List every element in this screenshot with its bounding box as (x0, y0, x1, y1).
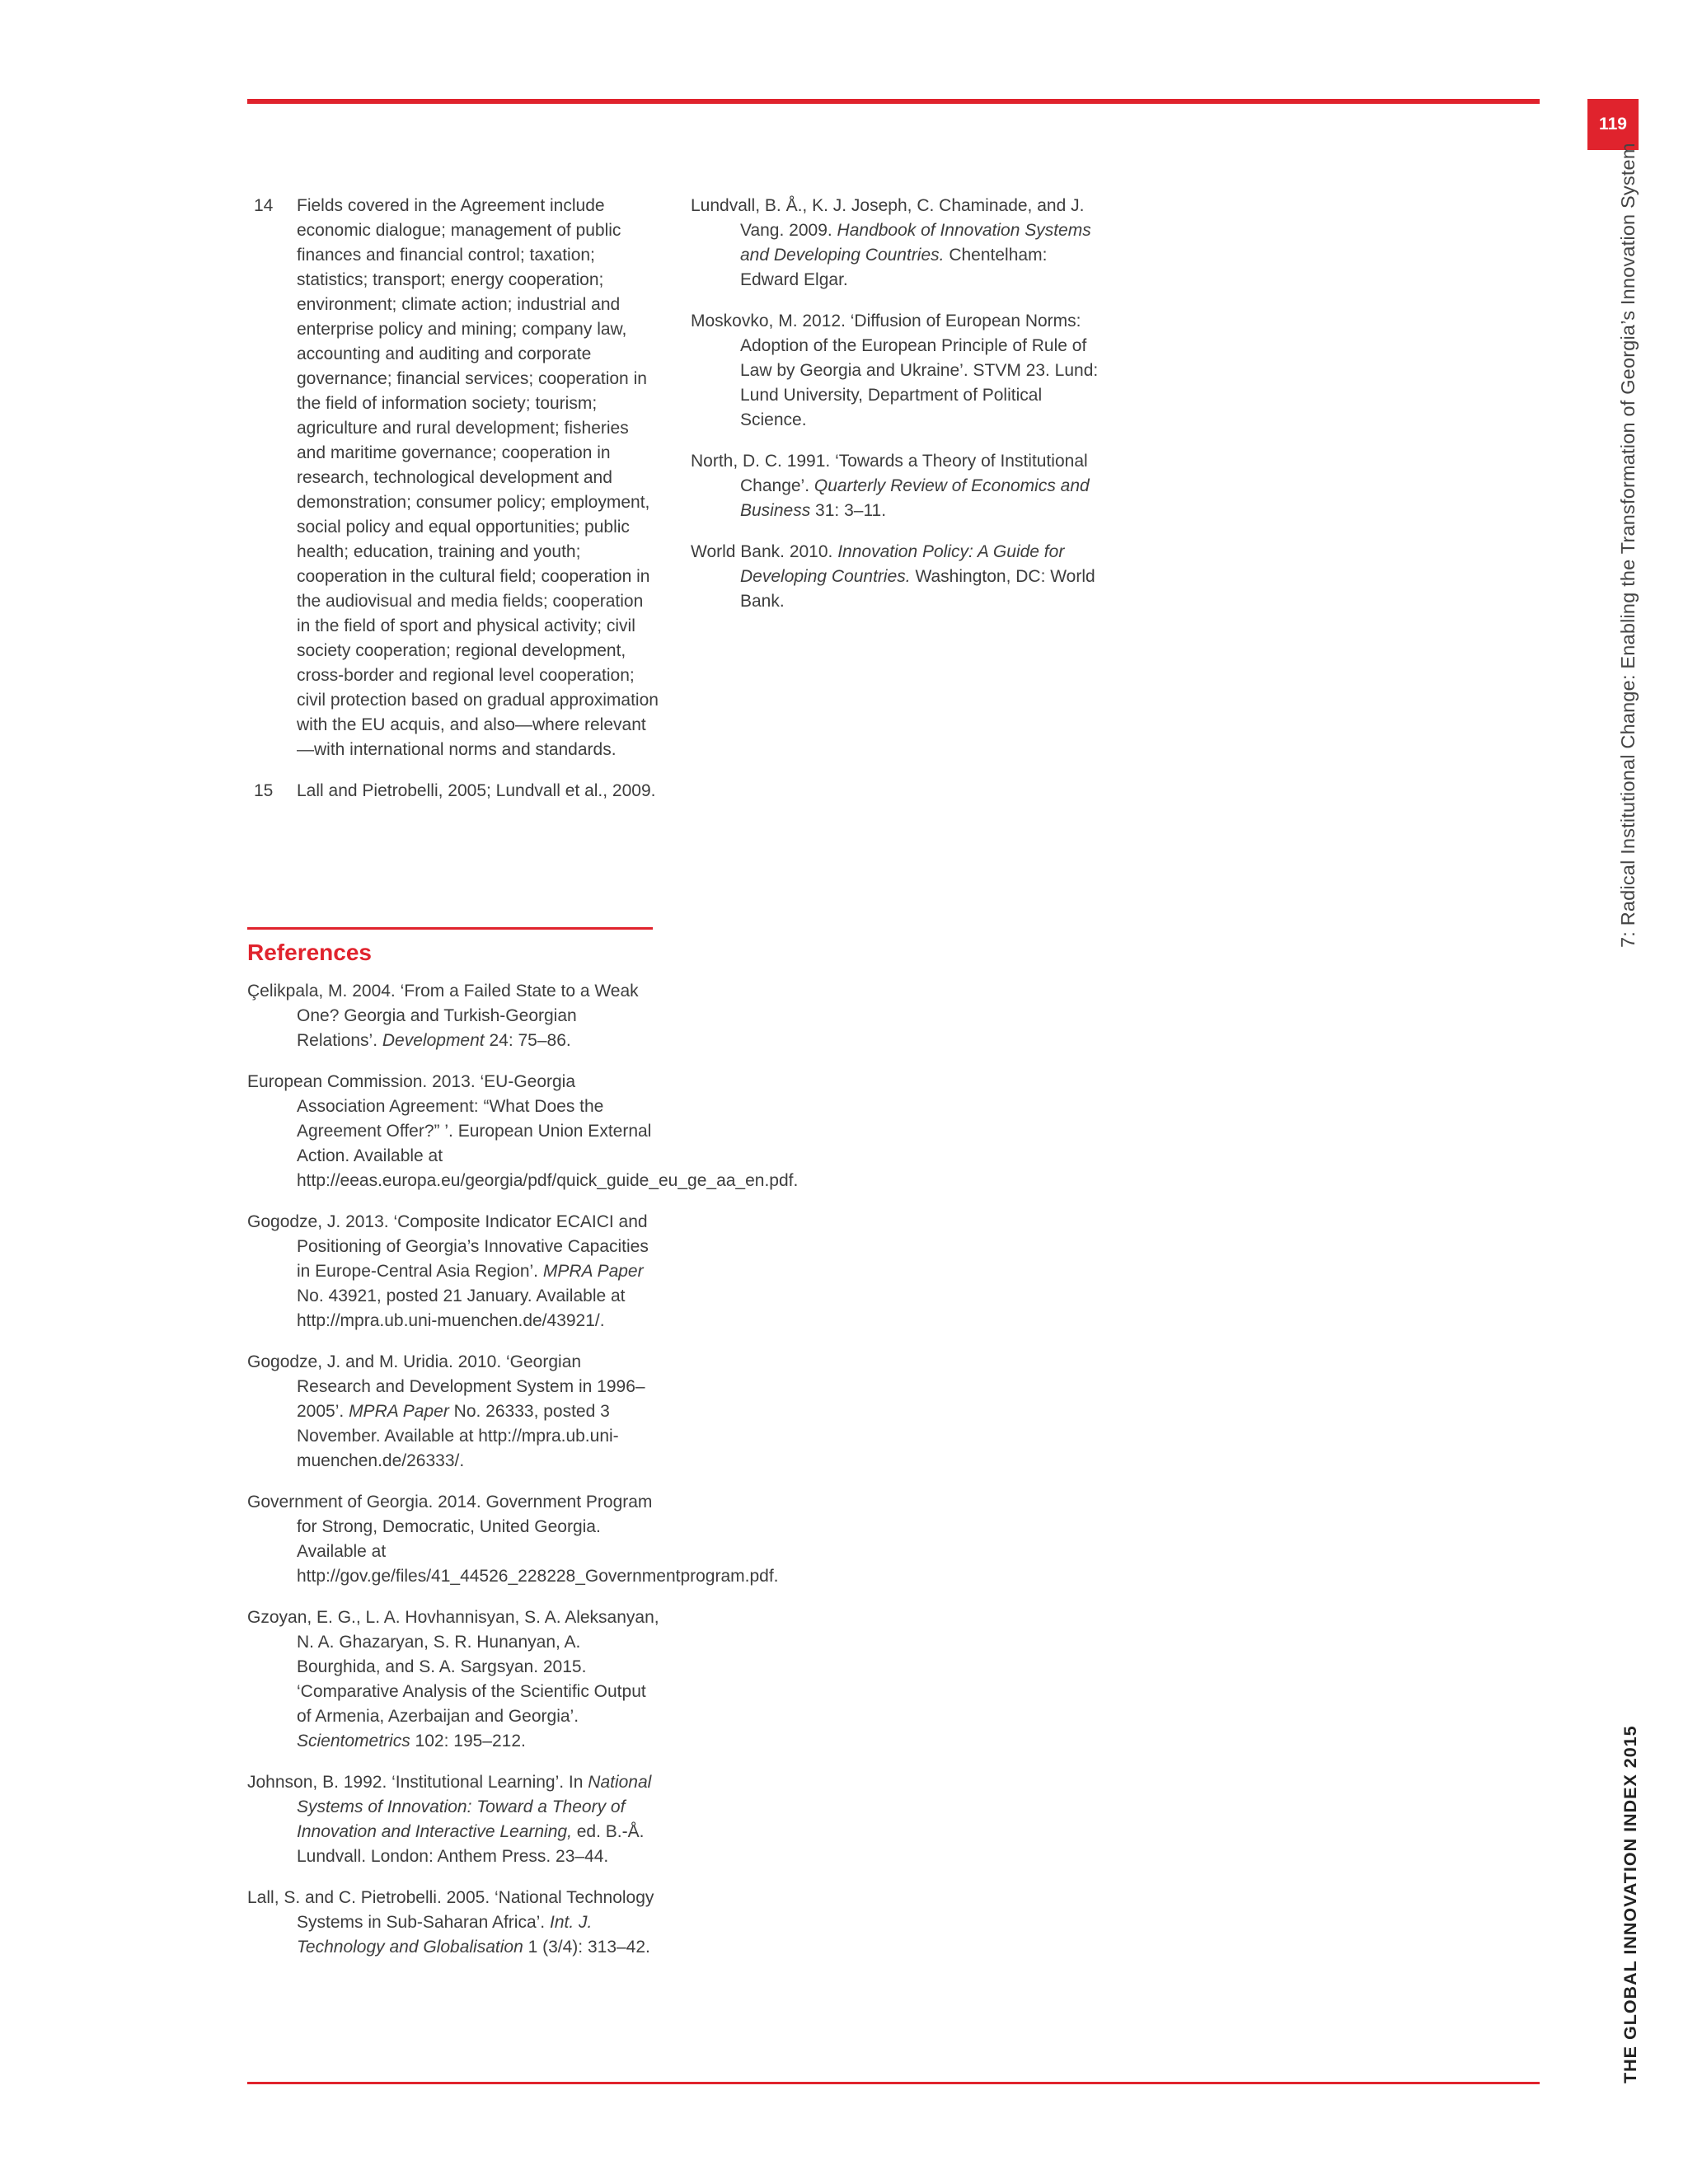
reference-entry: Johnson, B. 1992. ‘Institutional Learning’. In National Systems of Innovation: Toward a Theory of Innovation and Interactive Learning, ed. B.-Å. Lundvall. London: Anthem Press. 23–44. (247, 1773, 652, 1866)
reference-entry: Government of Georgia. 2014. Government Program for Strong, Democratic, United Georgia. Available at http://gov.ge/files/41_44526_228228_Governmentprogram.pdf. (247, 1493, 779, 1586)
reference-entry: Gogodze, J. 2013. ‘Composite Indicator ECAICI and Positioning of Georgia’s Innovative Capacities in Europe-Central Asia Region’. MPRA Paper No. 43921, posted 21 January. Available at http://mpra.ub.uni-muenchen.de/43921/. (247, 1212, 649, 1330)
reference-entry: Çelikpala, M. 2004. ‘From a Failed State to a Weak One? Georgia and Turkish-Georgian Relations’. Development 24: 75–86. (247, 982, 639, 1050)
reference-entry: Gogodze, J. and M. Uridia. 2010. ‘Georgian Research and Development System in 1996–2005’. MPRA Paper No. 26333, posted 3 November. Available at http://mpra.ub.uni-muenchen.de/26333/. (247, 1352, 645, 1470)
endnote (247, 779, 659, 804)
publication-running-title: THE GLOBAL INNOVATION INDEX 2015 (1620, 1725, 1640, 2083)
bottom-rule (247, 2082, 1540, 2084)
references-heading: References (247, 940, 372, 965)
reference-entry: European Commission. 2013. ‘EU-Georgia Association Agreement: “What Does the Agreement Offer?” ’. European Union External Action. Available at http://eeas.europa.eu/georgia/pdf/quick_guide_eu_ge_aa_en.pdf. (247, 1072, 799, 1190)
references-left-column (247, 979, 799, 1976)
top-rule (247, 99, 1540, 104)
reference-entry: World Bank. 2010. Innovation Policy: A Guide for Developing Countries. Washington, DC: World Bank. (691, 542, 1095, 611)
references-rule (247, 927, 653, 930)
endnote-number: 15 (254, 781, 274, 800)
endnote-text: Fields covered in the Agreement include economic dialogue; management of public finances and financial control; taxation; statistics; transport; energy cooperation; environment; climate action; industrial and enterprise policy and mining; company law, accounting and auditing and corporate governance; financial services; cooperation in the field of information society; tourism; agriculture and rural development; fisheries and maritime governance; cooperation in research, technological development and demonstration; consumer policy; employment, social policy and equal opportunities; public health; education, training and youth; cooperation in the cultural field; cooperation in the audiovisual and media fields; cooperation in the field of sport and physical activity; civil society cooperation; regional development, cross-border and regional level cooperation; civil protection based on gradual approximation with the EU acquis, and also—where relevant—with international norms and standards. (297, 196, 659, 759)
reference-entry: Moskovko, M. 2012. ‘Diffusion of European Norms: Adoption of the European Principle of Rule of Law by Georgia and Ukraine’. STVM 23. Lund: Lund University, Department of Political Science. (691, 312, 1099, 429)
page-number: 119 (1587, 99, 1639, 150)
endnote-text: Lall and Pietrobelli, 2005; Lundvall et al., 2009. (297, 781, 656, 800)
reference-entry: Gzoyan, E. G., L. A. Hovhannisyan, S. A. Aleksanyan, N. A. Ghazaryan, S. R. Hunanyan, A. Bourghida, and S. A. Sargsyan. 2015. ‘Comparative Analysis of the Scientific Output of Armenia, Azerbaijan and Georgia’. Scientometrics 102: 195–212. (247, 1608, 659, 1750)
reference-entry: Lundvall, B. Å., K. J. Joseph, C. Chaminade, and J. Vang. 2009. Handbook of Innovation Systems and Developing Countries. Chentelham: Edward Elgar. (691, 196, 1091, 289)
references-right-column (691, 194, 1103, 630)
endnote-number: 14 (254, 196, 274, 215)
reference-entry: North, D. C. 1991. ‘Towards a Theory of Institutional Change’. Quarterly Review of Economics and Business 31: 3–11. (691, 452, 1090, 520)
endnote (247, 194, 659, 762)
chapter-running-title: 7: Radical Institutional Change: Enabling the Transformation of Georgia’s Innovation System (1617, 143, 1639, 948)
endnotes (247, 194, 659, 820)
reference-entry: Lall, S. and C. Pietrobelli. 2005. ‘National Technology Systems in Sub-Saharan Africa’. Int. J. Technology and Globalisation 1 (3/4): 313–42. (247, 1888, 654, 1957)
